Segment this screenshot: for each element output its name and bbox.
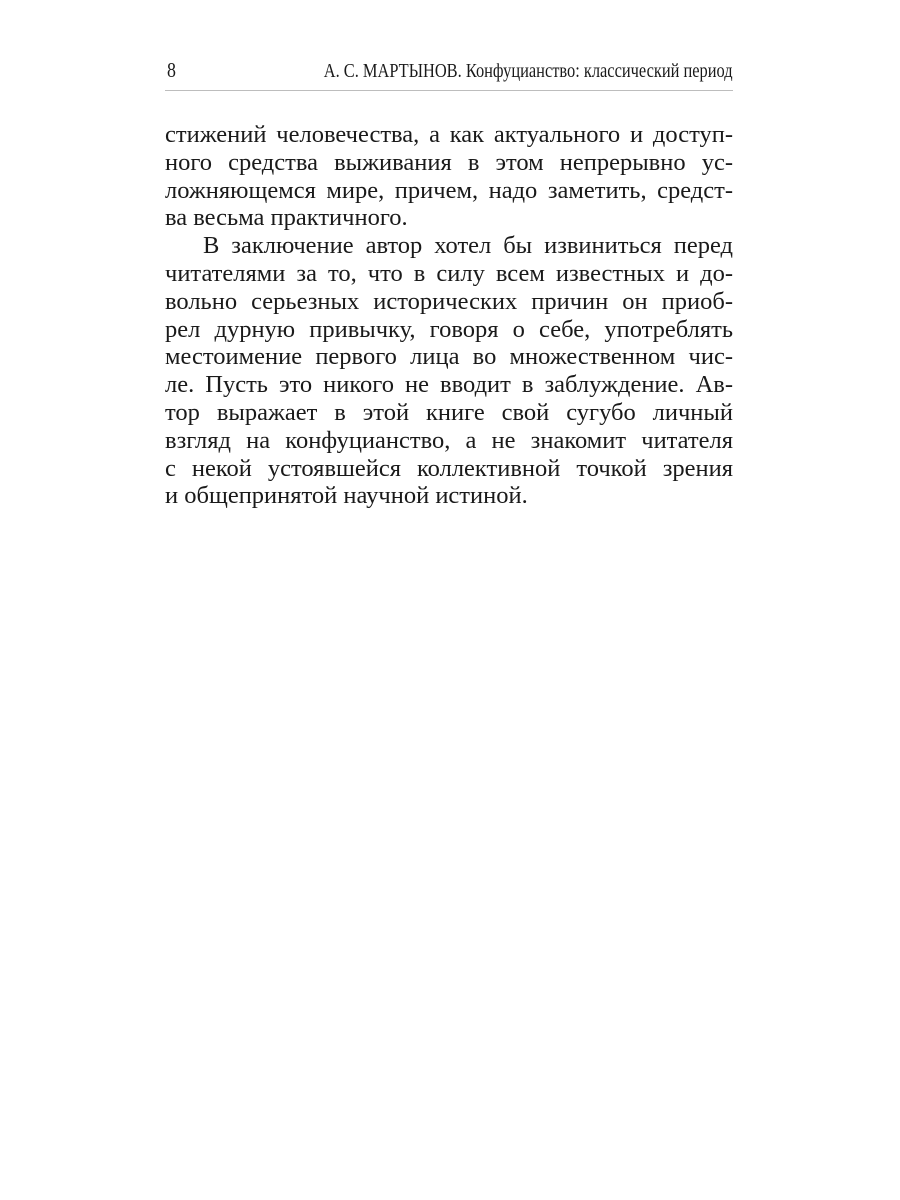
text-line: ложняющемся мире, причем, надо заметить, средст- <box>165 176 733 204</box>
text-line: ва весьма практичного. <box>165 204 408 232</box>
text-line: стижений человечества, а как актуального и доступ- <box>165 121 733 148</box>
text-line: взгляд на конфуцианство, а не знакомит читателя <box>165 426 733 454</box>
text-line: ле. Пусть это никого не вводит в заблуждение. Ав- <box>165 371 733 399</box>
text-line: с некой устоявшейся коллективной точкой зрения <box>165 454 733 482</box>
page-number: 8 <box>167 58 176 82</box>
paragraph <box>165 232 733 510</box>
text-line: рел дурную привычку, говоря о себе, употреблять <box>165 315 733 343</box>
text-line: и общепринятой научной истиной. <box>165 482 528 510</box>
paragraph <box>165 121 733 232</box>
text-line: В заключение автор хотел бы извиниться перед <box>203 232 733 260</box>
text-line: тор выражает в этой книге свой сугубо личный <box>165 398 733 426</box>
header-rule <box>165 90 733 91</box>
running-header <box>165 58 733 88</box>
text-line: читателями за то, что в силу всем известных и до- <box>165 259 733 287</box>
text-line: вольно серьезных исторических причин он приоб- <box>165 287 733 315</box>
text-line: ного средства выживания в этом непрерывно ус- <box>165 148 733 176</box>
body-text <box>165 121 733 510</box>
text-line: местоимение первого лица во множественном чис- <box>165 343 733 371</box>
running-title: А. С. МАРТЫНОВ. Конфуцианство: классический период <box>324 60 733 82</box>
